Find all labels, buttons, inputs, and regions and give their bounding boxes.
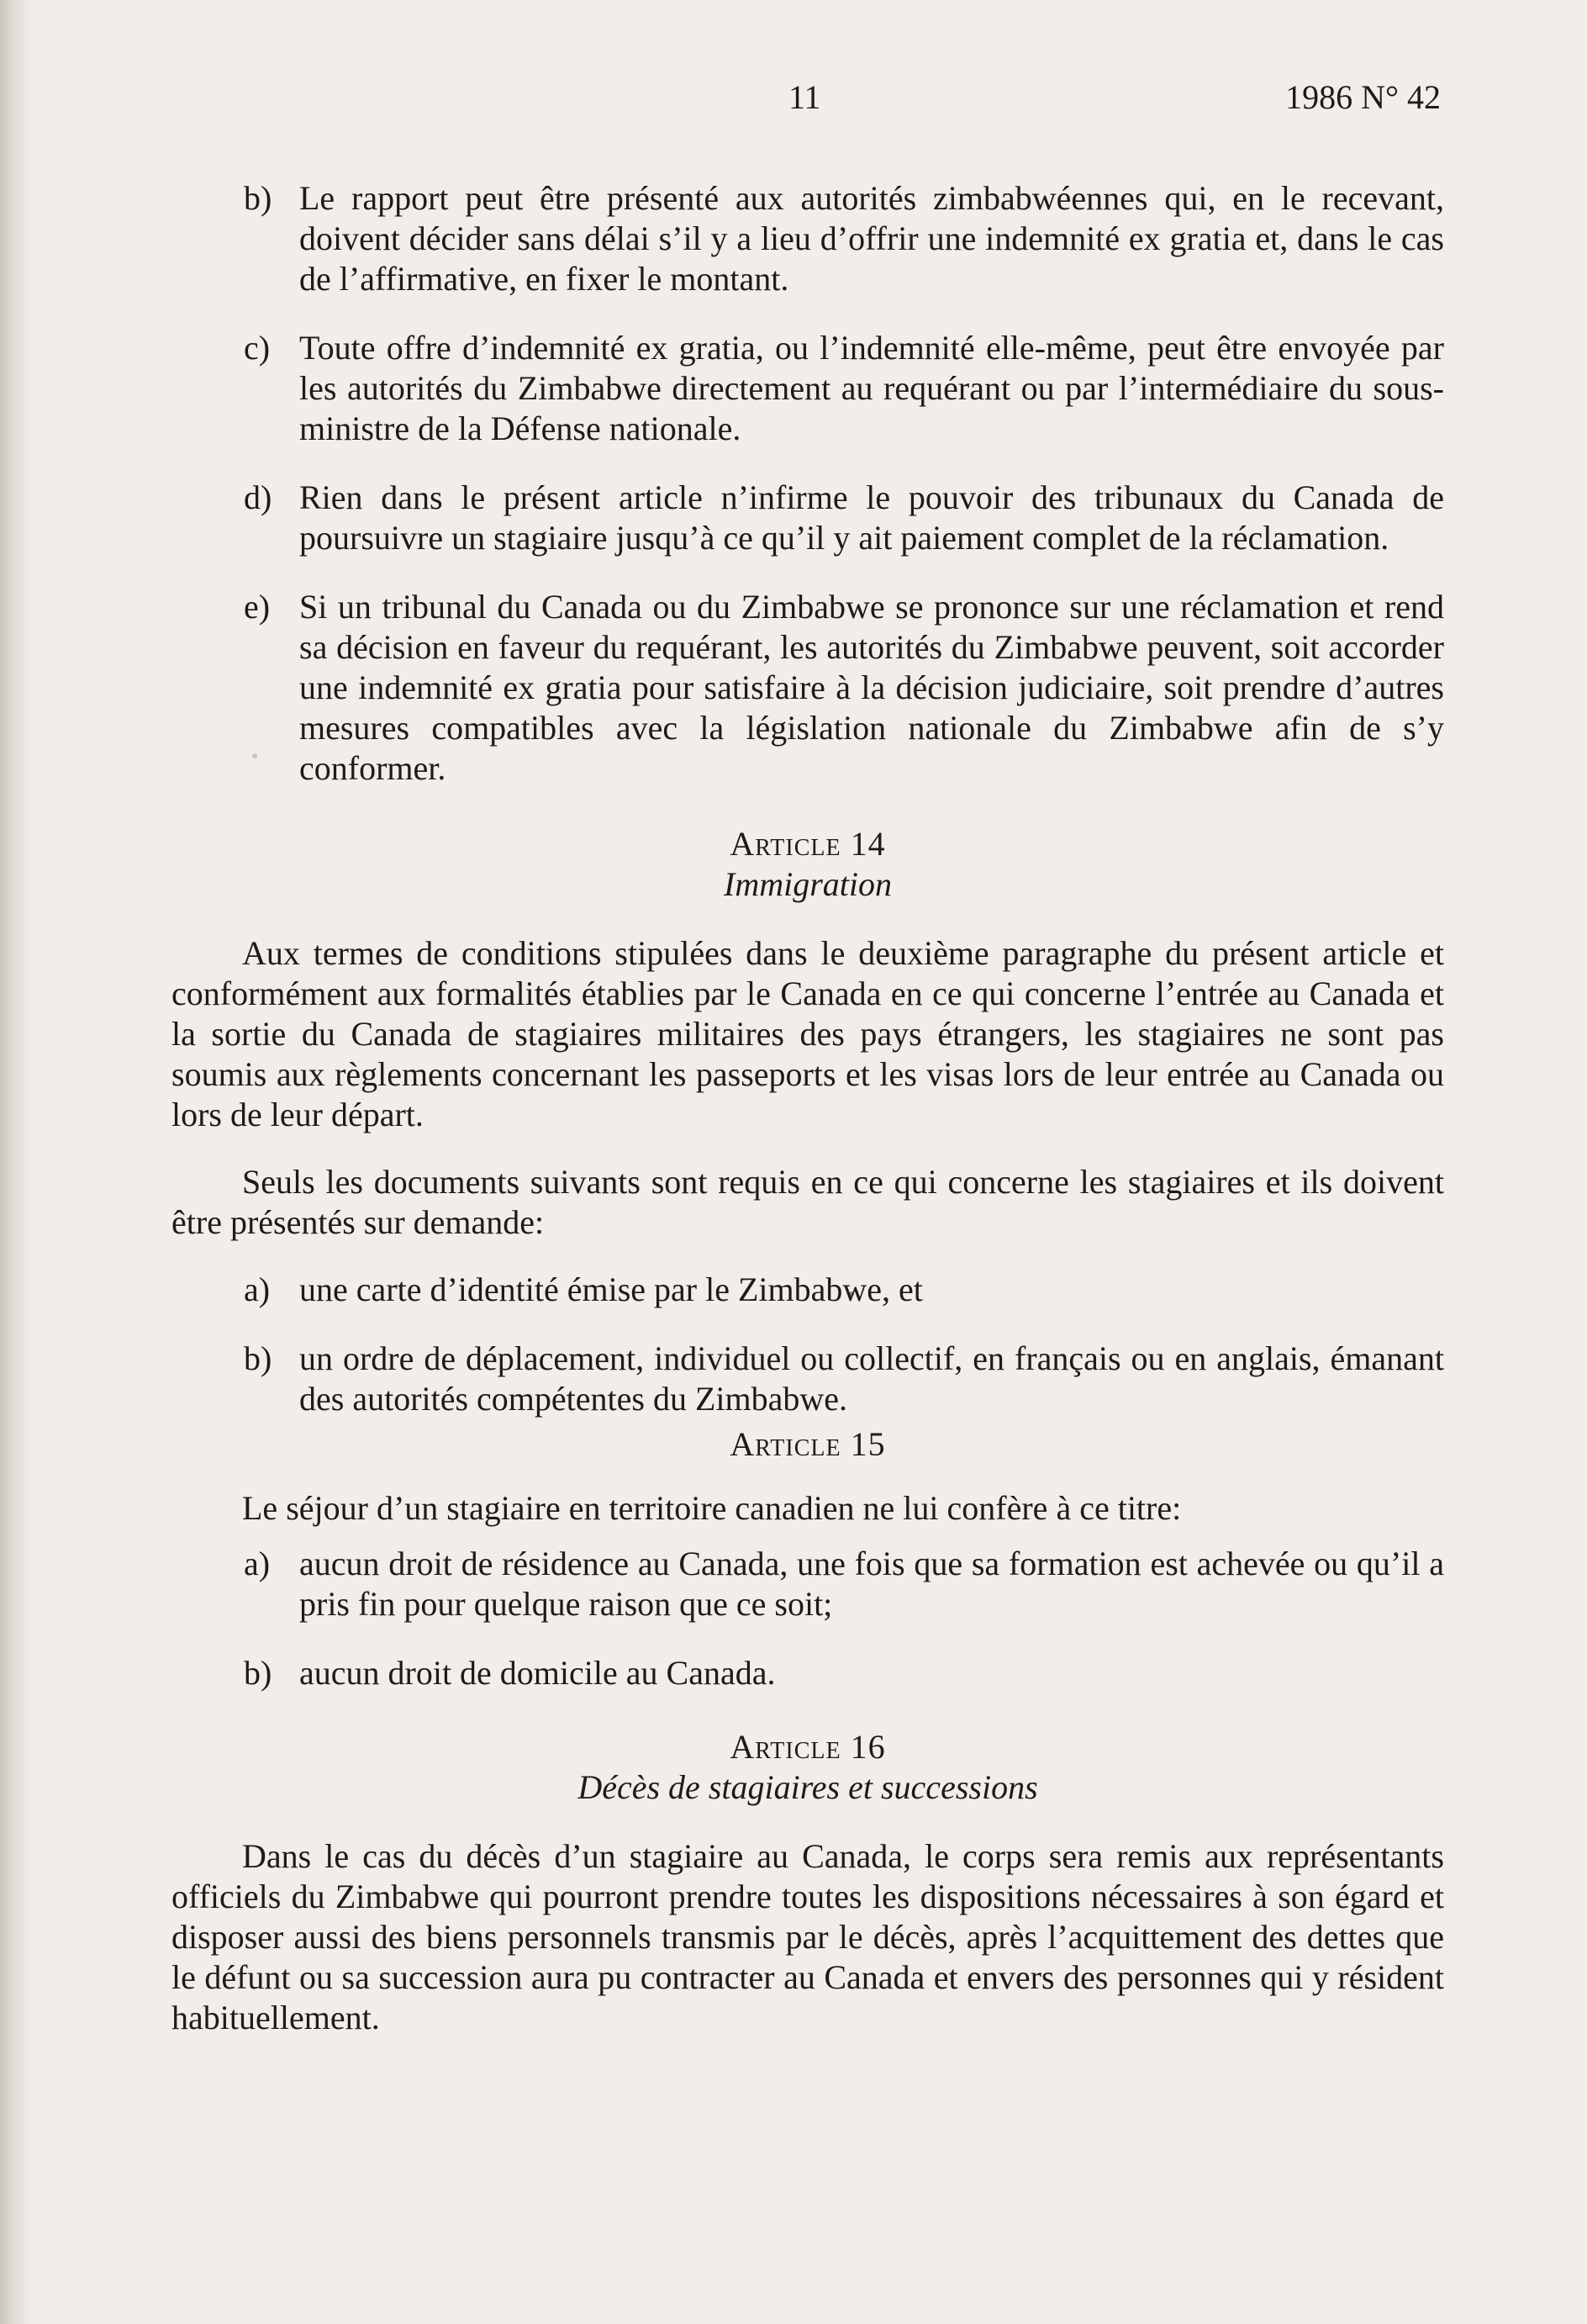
article-16-paragraph: Dans le cas du décès d’un stagiaire au Canada, le corps sera remis aux représentants officiels du Zimbabwe qui pourront prendre toutes les dispositions nécessaires à son égard et disposer aussi des biens personnels transmis par le décès, après l’acquittement des dettes que le défunt ou sa succession aura pu contracter au Canada et envers des personnes qui y résident habituellement. — [171, 1837, 1444, 2036]
article-15-item-a — [171, 1544, 1444, 1624]
clause-b — [171, 178, 1444, 299]
item-text: une carte d’identité émise par le Zimbabwe, et — [299, 1270, 923, 1308]
article-15-intro: Le séjour d’un stagiaire en territoire canadien ne lui confère à ce titre: — [242, 1489, 1182, 1527]
article-14-paragraph-1: Aux termes de conditions stipulées dans le deuxième paragraphe du présent article et conformément aux formalités établies par le Canada en ce qui concerne l’entrée au Canada et la sortie du Canada de stagiaires militaires des pays étrangers, les stagiaires ne sont pas soumis aux règlements concernant les passeports et les visas lors de leur entrée au Canada ou lors de leur départ. — [171, 934, 1444, 1133]
clause-label: e) — [244, 588, 271, 626]
item-text: un ordre de déplacement, individuel ou collectif, en français ou en anglais, émanant des autorités compétentes du Zimbabwe. — [299, 1339, 1444, 1418]
article-14-item-a — [171, 1270, 1444, 1310]
item-label: b) — [244, 1339, 272, 1377]
clause-label: b) — [244, 179, 272, 217]
clause-text: Si un tribunal du Canada ou du Zimbabwe se prononce sur une réclamation et rend sa décision en faveur du requérant, les autorités du Zimbabwe peuvent, soit accorder une indemnité ex gratia pour satisfaire à la décision judiciaire, soit prendre d’autres mesures compatibles avec la législation nationale du Zimbabwe afin de s’y conformer. — [299, 588, 1444, 787]
clause-d — [171, 478, 1444, 558]
item-text: aucun droit de résidence au Canada, une fois que sa formation est achevée ou qu’il a pris fin pour quelque raison que ce soit; — [299, 1545, 1444, 1623]
article-14-paragraph-2: Seuls les documents suivants sont requis en ce qui concerne les stagiaires et ils doivent être présentés sur demande: — [171, 1163, 1444, 1241]
clause-text: Le rapport peut être présenté aux autorités zimbabwéennes qui, en le recevant, doivent décider sans délai s’il y a lieu d’offrir une indemnité ex gratia et, dans le cas de l’affirmative, en fixer le montant. — [299, 179, 1444, 298]
clause-text: Rien dans le présent article n’infirme le pouvoir des tribunaux du Canada de poursuivre un stagiaire jusqu’à ce qu’il y ait paiement complet de la réclamation. — [299, 478, 1444, 557]
document-reference: 1986 N° 42 — [1285, 78, 1441, 116]
article-14-heading: Article 14 — [730, 825, 886, 863]
page-number: 11 — [788, 78, 821, 116]
clause-label: c) — [244, 329, 271, 367]
article-14-subtitle: Immigration — [724, 865, 892, 903]
page-binding-shadow — [0, 0, 32, 2324]
page-header — [0, 77, 1587, 119]
clause-label: d) — [244, 478, 272, 516]
item-text: aucun droit de domicile au Canada. — [299, 1654, 776, 1692]
article-16-heading: Article 16 — [730, 1728, 886, 1766]
article-16-subtitle: Décès de stagiaires et successions — [577, 1768, 1038, 1806]
article-15-heading: Article 15 — [730, 1425, 886, 1463]
clause-e — [171, 587, 1444, 789]
item-label: b) — [244, 1654, 272, 1692]
article-15-item-b — [171, 1653, 1444, 1693]
item-label: a) — [244, 1270, 271, 1308]
clause-text: Toute offre d’indemnité ex gratia, ou l’indemnité elle-même, peut être envoyée par les autorités du Zimbabwe directement au requérant ou par l’intermédiaire du sous-ministre de la Défense nationale. — [299, 329, 1444, 447]
item-label: a) — [244, 1545, 271, 1582]
clause-c — [171, 328, 1444, 449]
article-14-item-b — [171, 1339, 1444, 1419]
page-body — [171, 178, 1444, 2065]
